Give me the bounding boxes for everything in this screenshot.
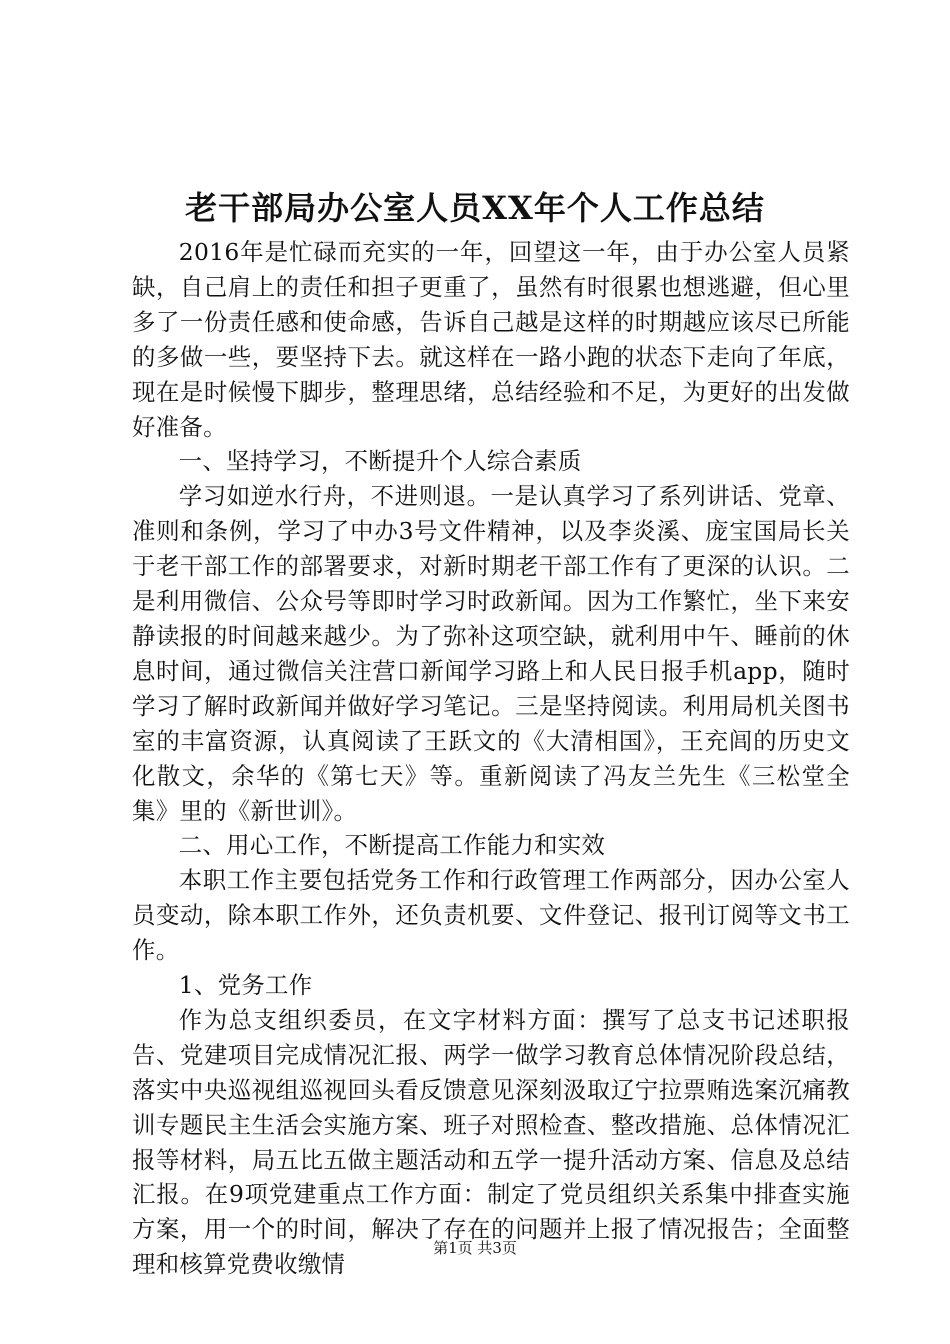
- page-footer: 第1页 共3页: [433, 1239, 517, 1257]
- document-body: [132, 235, 850, 1282]
- section-heading-work: 二、用心工作，不断提高工作能力和实效: [178, 831, 606, 860]
- section-heading-study: 一、坚持学习，不断提升个人综合素质: [178, 447, 582, 476]
- party-work-paragraph: 作为总支组织委员，在文字材料方面：撰写了总支书记述职报告、党建项目完成情况汇报、两学一做学习教育总体情况阶段总结，落实中央巡视组巡视回头看反馈意见深刻汲取辽宁拉票贿选案沉痛教训专题民主生活会实施方案、班子对照检查、整改措施、总体情况汇报等材料，局五比五做主题活动和五学一提升活动方案、信息及总结汇报。在9项党建重点工作方面：制定了党员组织关系集中排查实施方案，用一个的时间，解决了存在的问题并上报了情况报告；全面整理和核算党费收缴情: [132, 1005, 850, 1279]
- intro-paragraph: 2016年是忙碌而充实的一年，回望这一年，由于办公室人员紧缺，自己肩上的责任和担子更重了，虽然有时很累也想逃避，但心里多了一份责任感和使命感，告诉自己越是这样的时期越应该尽已所能的多做一些，要坚持下去。就这样在一路小跑的状态下走向了年底，现在是时候慢下脚步，整理思绪，总结经验和不足，为更好的出发做好准备。: [132, 238, 850, 441]
- work-paragraph: 本职工作主要包括党务工作和行政管理工作两部分，因办公室人员变动，除本职工作外，还负责机要、文件登记、报刊订阅等文书工作。: [132, 866, 850, 965]
- document-title: 老干部局办公室人员XX年个人工作总结: [185, 189, 765, 227]
- study-paragraph: 学习如逆水行舟，不进则退。一是认真学习了系列讲话、党章、准则和条例，学习了中办3号文件精神，以及李炎溪、庞宝国局长关于老干部工作的部署要求，对新时期老干部工作有了更深的认识。二是利用微信、公众号等即时学习时政新闻。因为工作繁忙，坐下来安静读报的时间越来越少。为了弥补这项空缺，就利用中午、睡前的休息时间，通过微信关注营口新闻学习路上和人民日报手机app，随时学习了解时政新闻并做好学习笔记。三是坚持阅读。利用局机关图书室的丰富资源，认真阅读了王跃文的《大清相国》，王充闾的历史文化散文，余华的《第七天》等。重新阅读了冯友兰先生《三松堂全集》里的《新世训》。: [132, 482, 850, 825]
- subsection-heading-party: 1、党务工作: [178, 971, 313, 1000]
